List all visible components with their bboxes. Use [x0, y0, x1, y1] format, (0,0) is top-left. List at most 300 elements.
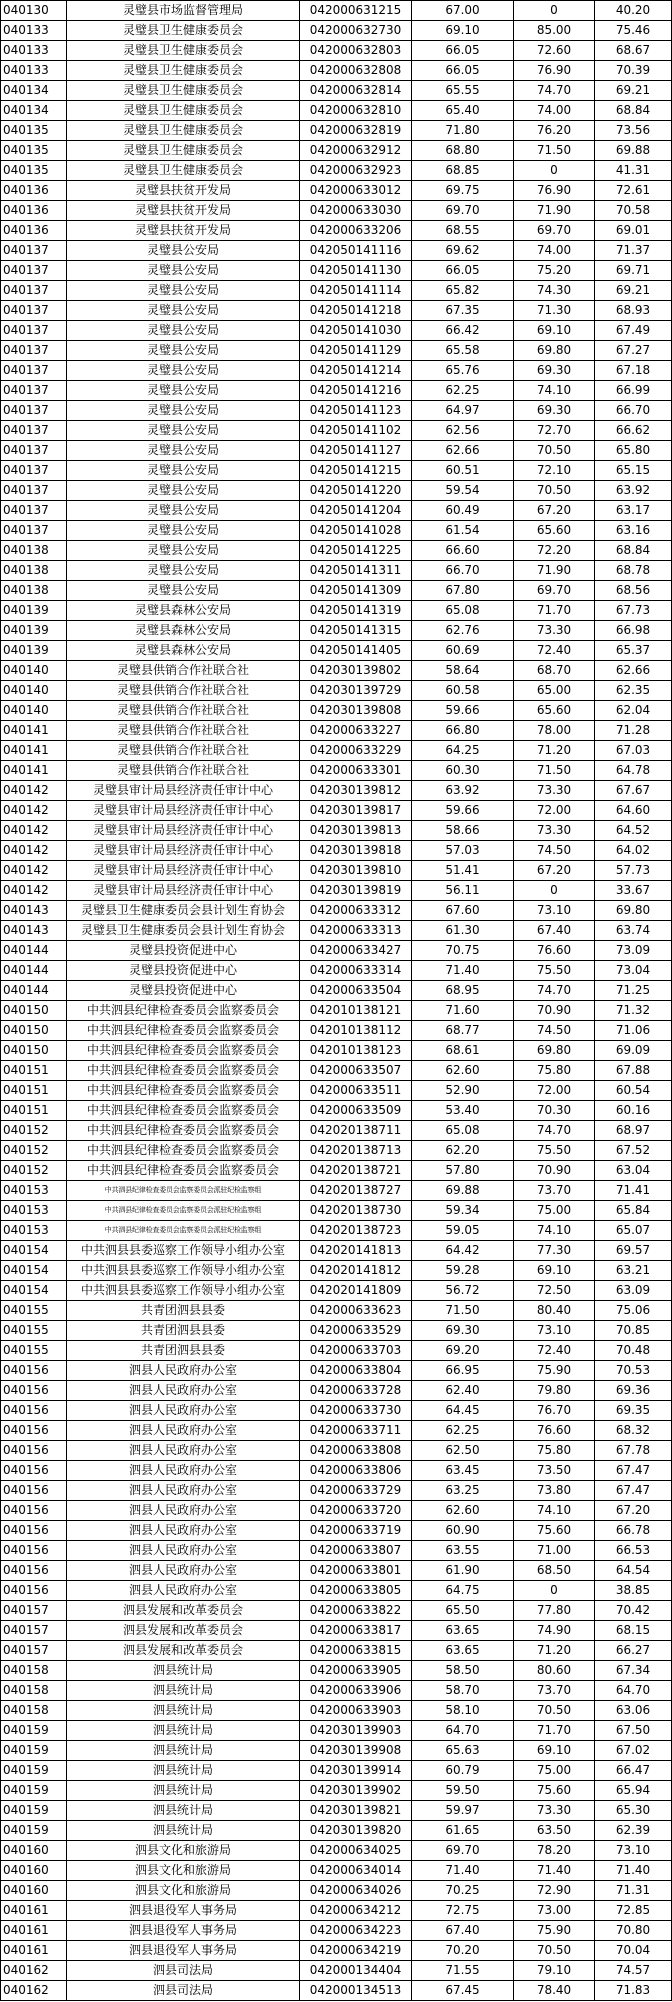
total-score-cell: 69.01: [595, 221, 672, 241]
unit-name-cell: 灵璧县扶贫开发局: [67, 201, 300, 221]
written-score-cell: 65.08: [412, 1121, 514, 1141]
interview-score-cell: 0: [514, 1581, 595, 1601]
unit-name-cell: 中共泗县纪律检查委员会监察委员会: [67, 1121, 300, 1141]
table-row: [1, 121, 672, 141]
unit-name-cell: 灵璧县审计局县经济责任审计中心: [67, 781, 300, 801]
table-row: [1, 361, 672, 381]
exam-id-cell: 042000633808: [300, 1441, 412, 1461]
position-code-cell: 040160: [1, 1881, 67, 1901]
table-row: [1, 1581, 672, 1601]
total-score-cell: 67.03: [595, 741, 672, 761]
total-score-cell: 65.84: [595, 1201, 672, 1221]
table-row: [1, 201, 672, 221]
exam-id-cell: 042050141127: [300, 441, 412, 461]
unit-name-cell: 泗县人民政府办公室: [67, 1501, 300, 1521]
table-row: [1, 1941, 672, 1961]
table-row: [1, 901, 672, 921]
written-score-cell: 66.05: [412, 61, 514, 81]
total-score-cell: 41.31: [595, 161, 672, 181]
table-row: [1, 1821, 672, 1841]
unit-name-cell: 中共泗县纪律检查委员会监察委员会派驻纪检监察组: [67, 1181, 300, 1201]
position-code-cell: 040144: [1, 981, 67, 1001]
unit-name-cell: 灵璧县供销合作社联合社: [67, 741, 300, 761]
exam-id-cell: 042000633728: [300, 1381, 412, 1401]
position-code-cell: 040156: [1, 1541, 67, 1561]
exam-id-cell: 042000633511: [300, 1081, 412, 1101]
unit-name-cell: 灵璧县公安局: [67, 301, 300, 321]
exam-id-cell: 042030139808: [300, 701, 412, 721]
written-score-cell: 57.03: [412, 841, 514, 861]
position-code-cell: 040137: [1, 401, 67, 421]
position-code-cell: 040153: [1, 1221, 67, 1241]
table-row: [1, 1641, 672, 1661]
interview-score-cell: 74.70: [514, 981, 595, 1001]
total-score-cell: 66.53: [595, 1541, 672, 1561]
interview-score-cell: 71.90: [514, 561, 595, 581]
total-score-cell: 67.20: [595, 1501, 672, 1521]
table-row: [1, 1181, 672, 1201]
total-score-cell: 73.10: [595, 1841, 672, 1861]
position-code-cell: 040150: [1, 1021, 67, 1041]
interview-score-cell: 72.90: [514, 1881, 595, 1901]
exam-id-cell: 042000633529: [300, 1321, 412, 1341]
position-code-cell: 040159: [1, 1821, 67, 1841]
unit-name-cell: 泗县退役军人事务局: [67, 1901, 300, 1921]
exam-id-cell: 042050141309: [300, 581, 412, 601]
written-score-cell: 65.50: [412, 1601, 514, 1621]
exam-id-cell: 042000633012: [300, 181, 412, 201]
unit-name-cell: 泗县人民政府办公室: [67, 1441, 300, 1461]
interview-score-cell: 67.20: [514, 501, 595, 521]
position-code-cell: 040137: [1, 241, 67, 261]
unit-name-cell: 灵璧县公安局: [67, 401, 300, 421]
unit-name-cell: 中共泗县纪律检查委员会监察委员会: [67, 1041, 300, 1061]
total-score-cell: 38.85: [595, 1581, 672, 1601]
exam-id-cell: 042050141216: [300, 381, 412, 401]
position-code-cell: 040142: [1, 841, 67, 861]
table-row: [1, 1361, 672, 1381]
total-score-cell: 67.27: [595, 341, 672, 361]
interview-score-cell: 72.50: [514, 1281, 595, 1301]
exam-id-cell: 042050141405: [300, 641, 412, 661]
interview-score-cell: 75.50: [514, 1141, 595, 1161]
exam-id-cell: 042000633427: [300, 941, 412, 961]
interview-score-cell: 79.10: [514, 1961, 595, 1981]
total-score-cell: 69.09: [595, 1041, 672, 1061]
table-row: [1, 321, 672, 341]
exam-id-cell: 042050141220: [300, 481, 412, 501]
interview-score-cell: 71.00: [514, 1541, 595, 1561]
total-score-cell: 65.80: [595, 441, 672, 461]
table-row: [1, 521, 672, 541]
exam-id-cell: 042000633509: [300, 1101, 412, 1121]
exam-id-cell: 042000634026: [300, 1881, 412, 1901]
total-score-cell: 67.18: [595, 361, 672, 381]
position-code-cell: 040144: [1, 961, 67, 981]
exam-id-cell: 042020138711: [300, 1121, 412, 1141]
written-score-cell: 62.56: [412, 421, 514, 441]
exam-id-cell: 042000632810: [300, 101, 412, 121]
table-row: [1, 921, 672, 941]
exam-id-cell: 042000633206: [300, 221, 412, 241]
total-score-cell: 60.16: [595, 1101, 672, 1121]
total-score-cell: 66.47: [595, 1761, 672, 1781]
total-score-cell: 64.54: [595, 1561, 672, 1581]
unit-name-cell: 灵璧县供销合作社联合社: [67, 701, 300, 721]
written-score-cell: 60.30: [412, 761, 514, 781]
interview-score-cell: 73.10: [514, 901, 595, 921]
total-score-cell: 73.09: [595, 941, 672, 961]
written-score-cell: 65.55: [412, 81, 514, 101]
exam-id-cell: 042030139817: [300, 801, 412, 821]
written-score-cell: 58.50: [412, 1661, 514, 1681]
written-score-cell: 70.25: [412, 1881, 514, 1901]
exam-id-cell: 042020138730: [300, 1201, 412, 1221]
written-score-cell: 66.95: [412, 1361, 514, 1381]
written-score-cell: 64.25: [412, 741, 514, 761]
interview-score-cell: 79.80: [514, 1381, 595, 1401]
written-score-cell: 59.66: [412, 701, 514, 721]
table-row: [1, 1801, 672, 1821]
interview-score-cell: 69.30: [514, 401, 595, 421]
position-code-cell: 040141: [1, 721, 67, 741]
position-code-cell: 040156: [1, 1421, 67, 1441]
position-code-cell: 040139: [1, 641, 67, 661]
total-score-cell: 69.80: [595, 901, 672, 921]
interview-score-cell: 73.80: [514, 1481, 595, 1501]
position-code-cell: 040137: [1, 341, 67, 361]
unit-name-cell: 灵璧县森林公安局: [67, 621, 300, 641]
unit-name-cell: 灵璧县供销合作社联合社: [67, 661, 300, 681]
unit-name-cell: 灵璧县卫生健康委员会: [67, 101, 300, 121]
written-score-cell: 65.08: [412, 601, 514, 621]
total-score-cell: 71.31: [595, 1881, 672, 1901]
unit-name-cell: 中共泗县纪律检查委员会监察委员会: [67, 1141, 300, 1161]
unit-name-cell: 灵璧县投资促进中心: [67, 981, 300, 1001]
interview-score-cell: 73.30: [514, 821, 595, 841]
position-code-cell: 040159: [1, 1781, 67, 1801]
written-score-cell: 62.50: [412, 1441, 514, 1461]
written-score-cell: 65.40: [412, 101, 514, 121]
exam-id-cell: 042000632912: [300, 141, 412, 161]
exam-id-cell: 042050141114: [300, 281, 412, 301]
interview-score-cell: 74.70: [514, 1121, 595, 1141]
exam-id-cell: 042000633807: [300, 1541, 412, 1561]
written-score-cell: 62.60: [412, 1061, 514, 1081]
table-row: [1, 61, 672, 81]
exam-id-cell: 042000633805: [300, 1581, 412, 1601]
written-score-cell: 69.70: [412, 1841, 514, 1861]
position-code-cell: 040156: [1, 1401, 67, 1421]
interview-score-cell: 77.30: [514, 1241, 595, 1261]
interview-score-cell: 74.10: [514, 1501, 595, 1521]
position-code-cell: 040159: [1, 1721, 67, 1741]
interview-score-cell: 69.70: [514, 581, 595, 601]
table-row: [1, 1901, 672, 1921]
interview-score-cell: 76.70: [514, 1401, 595, 1421]
unit-name-cell: 灵璧县卫生健康委员会: [67, 61, 300, 81]
written-score-cell: 63.25: [412, 1481, 514, 1501]
table-row: [1, 21, 672, 41]
interview-score-cell: 72.40: [514, 1341, 595, 1361]
exam-id-cell: 042000631215: [300, 1, 412, 21]
total-score-cell: 64.60: [595, 801, 672, 821]
position-code-cell: 040137: [1, 421, 67, 441]
position-code-cell: 040157: [1, 1641, 67, 1661]
interview-score-cell: 74.00: [514, 241, 595, 261]
written-score-cell: 68.55: [412, 221, 514, 241]
unit-name-cell: 灵璧县审计局县经济责任审计中心: [67, 861, 300, 881]
interview-score-cell: 75.90: [514, 1921, 595, 1941]
position-code-cell: 040155: [1, 1301, 67, 1321]
total-score-cell: 70.53: [595, 1361, 672, 1381]
table-row: [1, 1681, 672, 1701]
exam-id-cell: 042000633703: [300, 1341, 412, 1361]
interview-score-cell: 71.50: [514, 141, 595, 161]
exam-id-cell: 042000633905: [300, 1661, 412, 1681]
position-code-cell: 040155: [1, 1341, 67, 1361]
total-score-cell: 75.06: [595, 1301, 672, 1321]
unit-name-cell: 灵璧县森林公安局: [67, 601, 300, 621]
interview-score-cell: 73.50: [514, 1461, 595, 1481]
written-score-cell: 71.40: [412, 961, 514, 981]
total-score-cell: 67.02: [595, 1741, 672, 1761]
written-score-cell: 63.45: [412, 1461, 514, 1481]
table-row: [1, 561, 672, 581]
total-score-cell: 65.94: [595, 1781, 672, 1801]
unit-name-cell: 泗县司法局: [67, 1961, 300, 1981]
table-row: [1, 681, 672, 701]
written-score-cell: 67.35: [412, 301, 514, 321]
interview-score-cell: 72.70: [514, 421, 595, 441]
table-row: [1, 1481, 672, 1501]
total-score-cell: 63.06: [595, 1701, 672, 1721]
position-code-cell: 040142: [1, 781, 67, 801]
exam-id-cell: 042000633507: [300, 1061, 412, 1081]
unit-name-cell: 灵璧县公安局: [67, 241, 300, 261]
table-row: [1, 781, 672, 801]
exam-id-cell: 042030139810: [300, 861, 412, 881]
interview-score-cell: 69.10: [514, 1741, 595, 1761]
written-score-cell: 51.41: [412, 861, 514, 881]
unit-name-cell: 泗县退役军人事务局: [67, 1941, 300, 1961]
written-score-cell: 72.75: [412, 1901, 514, 1921]
position-code-cell: 040160: [1, 1841, 67, 1861]
total-score-cell: 66.70: [595, 401, 672, 421]
exam-id-cell: 042020141813: [300, 1241, 412, 1261]
interview-score-cell: 78.20: [514, 1841, 595, 1861]
unit-name-cell: 中共泗县纪律检查委员会监察委员会: [67, 1001, 300, 1021]
table-row: [1, 1621, 672, 1641]
interview-score-cell: 70.30: [514, 1101, 595, 1121]
exam-id-cell: 042030139908: [300, 1741, 412, 1761]
unit-name-cell: 泗县统计局: [67, 1661, 300, 1681]
position-code-cell: 040151: [1, 1101, 67, 1121]
table-row: [1, 1781, 672, 1801]
table-row: [1, 1441, 672, 1461]
written-score-cell: 58.64: [412, 661, 514, 681]
unit-name-cell: 泗县人民政府办公室: [67, 1541, 300, 1561]
unit-name-cell: 泗县统计局: [67, 1801, 300, 1821]
interview-score-cell: 72.10: [514, 461, 595, 481]
position-code-cell: 040161: [1, 1921, 67, 1941]
written-score-cell: 61.54: [412, 521, 514, 541]
position-code-cell: 040157: [1, 1601, 67, 1621]
total-score-cell: 68.84: [595, 101, 672, 121]
position-code-cell: 040136: [1, 221, 67, 241]
written-score-cell: 67.80: [412, 581, 514, 601]
position-code-cell: 040137: [1, 461, 67, 481]
exam-id-cell: 042030139812: [300, 781, 412, 801]
position-code-cell: 040156: [1, 1441, 67, 1461]
exam-id-cell: 042000633730: [300, 1401, 412, 1421]
table-row: [1, 841, 672, 861]
interview-score-cell: 76.90: [514, 61, 595, 81]
exam-id-cell: 042030139820: [300, 1821, 412, 1841]
unit-name-cell: 泗县人民政府办公室: [67, 1581, 300, 1601]
position-code-cell: 040136: [1, 181, 67, 201]
exam-id-cell: 042000633720: [300, 1501, 412, 1521]
written-score-cell: 60.58: [412, 681, 514, 701]
position-code-cell: 040154: [1, 1241, 67, 1261]
exam-id-cell: 042050141225: [300, 541, 412, 561]
written-score-cell: 60.90: [412, 1521, 514, 1541]
interview-score-cell: 80.40: [514, 1301, 595, 1321]
written-score-cell: 70.75: [412, 941, 514, 961]
unit-name-cell: 灵璧县公安局: [67, 541, 300, 561]
position-code-cell: 040133: [1, 61, 67, 81]
written-score-cell: 69.10: [412, 21, 514, 41]
table-row: [1, 1981, 672, 2001]
exam-id-cell: 042030139729: [300, 681, 412, 701]
written-score-cell: 53.40: [412, 1101, 514, 1121]
table-row: [1, 1521, 672, 1541]
table-row: [1, 1061, 672, 1081]
written-score-cell: 64.97: [412, 401, 514, 421]
total-score-cell: 68.93: [595, 301, 672, 321]
table-row: [1, 1841, 672, 1861]
unit-name-cell: 泗县统计局: [67, 1701, 300, 1721]
position-code-cell: 040141: [1, 761, 67, 781]
position-code-cell: 040142: [1, 821, 67, 841]
position-code-cell: 040137: [1, 501, 67, 521]
total-score-cell: 71.28: [595, 721, 672, 741]
total-score-cell: 67.78: [595, 1441, 672, 1461]
interview-score-cell: 76.20: [514, 121, 595, 141]
position-code-cell: 040137: [1, 441, 67, 461]
table-row: [1, 1261, 672, 1281]
table-row: [1, 821, 672, 841]
exam-id-cell: 042030139818: [300, 841, 412, 861]
table-row: [1, 41, 672, 61]
total-score-cell: 67.50: [595, 1721, 672, 1741]
written-score-cell: 62.25: [412, 381, 514, 401]
table-row: [1, 481, 672, 501]
written-score-cell: 59.34: [412, 1201, 514, 1221]
interview-score-cell: 74.90: [514, 1621, 595, 1641]
table-row: [1, 221, 672, 241]
interview-score-cell: 75.50: [514, 961, 595, 981]
position-code-cell: 040162: [1, 1961, 67, 1981]
interview-score-cell: 78.00: [514, 721, 595, 741]
table-row: [1, 741, 672, 761]
interview-score-cell: 75.00: [514, 1761, 595, 1781]
unit-name-cell: 中共泗县纪律检查委员会监察委员会: [67, 1101, 300, 1121]
total-score-cell: 62.39: [595, 1821, 672, 1841]
written-score-cell: 62.76: [412, 621, 514, 641]
exam-id-cell: 042050141215: [300, 461, 412, 481]
written-score-cell: 56.11: [412, 881, 514, 901]
exam-id-cell: 042050141030: [300, 321, 412, 341]
interview-score-cell: 71.90: [514, 201, 595, 221]
exam-id-cell: 042000632923: [300, 161, 412, 181]
table-row: [1, 1721, 672, 1741]
written-score-cell: 65.76: [412, 361, 514, 381]
table-row: [1, 1021, 672, 1041]
total-score-cell: 75.46: [595, 21, 672, 41]
unit-name-cell: 泗县统计局: [67, 1821, 300, 1841]
total-score-cell: 63.74: [595, 921, 672, 941]
table-row: [1, 1, 672, 21]
total-score-cell: 64.02: [595, 841, 672, 861]
interview-score-cell: 72.00: [514, 801, 595, 821]
total-score-cell: 57.73: [595, 861, 672, 881]
table-row: [1, 1281, 672, 1301]
table-row: [1, 381, 672, 401]
written-score-cell: 65.82: [412, 281, 514, 301]
table-row: [1, 1301, 672, 1321]
table-row: [1, 1101, 672, 1121]
table-row: [1, 1221, 672, 1241]
total-score-cell: 63.09: [595, 1281, 672, 1301]
exam-id-cell: 042050141315: [300, 621, 412, 641]
exam-id-cell: 042000633504: [300, 981, 412, 1001]
unit-name-cell: 灵璧县扶贫开发局: [67, 181, 300, 201]
written-score-cell: 68.95: [412, 981, 514, 1001]
exam-id-cell: 042050141028: [300, 521, 412, 541]
exam-id-cell: 042000633623: [300, 1301, 412, 1321]
table-row: [1, 341, 672, 361]
exam-id-cell: 042000633313: [300, 921, 412, 941]
interview-score-cell: 73.10: [514, 1321, 595, 1341]
exam-id-cell: 042030139819: [300, 881, 412, 901]
exam-id-cell: 042020138727: [300, 1181, 412, 1201]
position-code-cell: 040137: [1, 361, 67, 381]
written-score-cell: 68.80: [412, 141, 514, 161]
exam-id-cell: 042010138123: [300, 1041, 412, 1061]
table-row: [1, 441, 672, 461]
total-score-cell: 65.07: [595, 1221, 672, 1241]
unit-name-cell: 灵璧县审计局县经济责任审计中心: [67, 801, 300, 821]
position-code-cell: 040141: [1, 741, 67, 761]
total-score-cell: 63.04: [595, 1161, 672, 1181]
total-score-cell: 65.30: [595, 1801, 672, 1821]
table-row: [1, 81, 672, 101]
total-score-cell: 70.48: [595, 1341, 672, 1361]
position-code-cell: 040130: [1, 1, 67, 21]
written-score-cell: 66.05: [412, 41, 514, 61]
position-code-cell: 040152: [1, 1121, 67, 1141]
total-score-cell: 64.52: [595, 821, 672, 841]
total-score-cell: 67.67: [595, 781, 672, 801]
table-row: [1, 1701, 672, 1721]
table-row: [1, 1081, 672, 1101]
unit-name-cell: 共青团泗县县委: [67, 1341, 300, 1361]
unit-name-cell: 灵璧县审计局县经济责任审计中心: [67, 821, 300, 841]
exam-id-cell: 042000633903: [300, 1701, 412, 1721]
exam-id-cell: 042000633301: [300, 761, 412, 781]
position-code-cell: 040159: [1, 1741, 67, 1761]
